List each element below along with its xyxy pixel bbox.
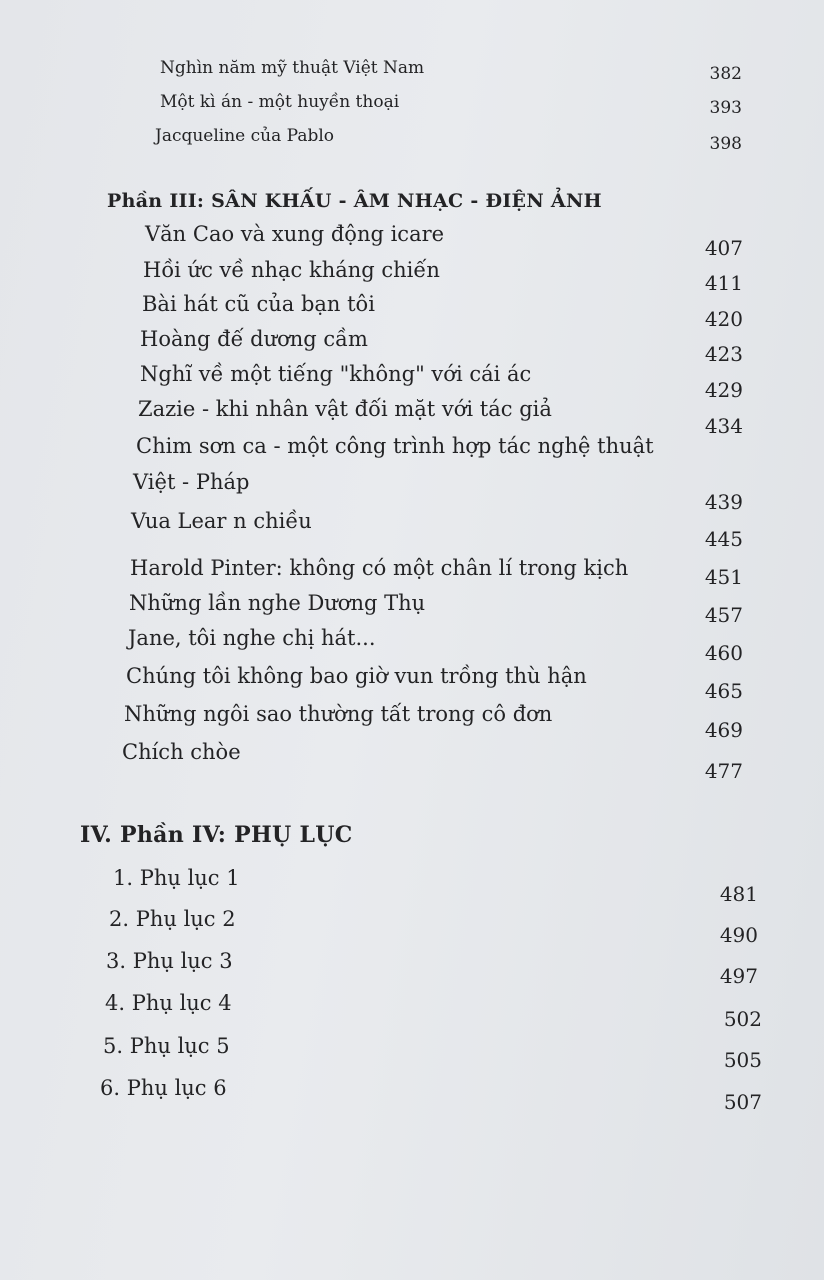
toc-entry-title: Chim sơn ca - một công trình hợp tác nghệ thuật bbox=[136, 434, 654, 458]
toc-entry-page: 497 bbox=[719, 964, 758, 988]
toc-entry-page: 429 bbox=[704, 378, 743, 402]
toc-entry-page: 423 bbox=[704, 342, 743, 366]
toc-entry-title: Nghĩ về một tiếng "không" với cái ác bbox=[140, 362, 532, 386]
toc-entry-title: Harold Pinter: không có một chân lí trong kịch bbox=[130, 556, 629, 580]
toc-entry-title: Văn Cao và xung động icare bbox=[145, 222, 445, 246]
toc-entry-page: 420 bbox=[704, 307, 743, 331]
toc-entry-title: 5. Phụ lục 5 bbox=[103, 1034, 230, 1058]
toc-entry-title: 1. Phụ lục 1 bbox=[113, 866, 240, 890]
toc-entry-page: 393 bbox=[709, 98, 742, 118]
toc-entry-title: Vua Lear n chiều bbox=[131, 509, 312, 533]
toc-entry-title: 2. Phụ lục 2 bbox=[109, 907, 236, 931]
toc-entry-page: 460 bbox=[704, 641, 743, 665]
part-3-heading: Phần III: SÂN KHẤU - ÂM NHẠC - ĐIỆN ẢNH bbox=[107, 190, 602, 212]
toc-entry-title: Chích chòe bbox=[122, 740, 241, 764]
toc-entry-title: 6. Phụ lục 6 bbox=[100, 1076, 227, 1100]
toc-entry-page: 490 bbox=[719, 923, 758, 947]
toc-entry-title: Jane, tôi nghe chị hát... bbox=[128, 626, 376, 650]
toc-entry-title: 3. Phụ lục 3 bbox=[106, 949, 233, 973]
toc-entry-title-cont: Việt - Pháp bbox=[133, 470, 250, 494]
toc-entry-title: Chúng tôi không bao giờ vun trồng thù hận bbox=[126, 664, 587, 688]
toc-entry-page: 407 bbox=[704, 236, 743, 260]
toc-entry-page: 481 bbox=[719, 882, 758, 906]
toc-entry-page: 465 bbox=[704, 679, 743, 703]
toc-entry-page: 457 bbox=[704, 603, 743, 627]
toc-entry-title: Những ngôi sao thường tất trong cô đơn bbox=[124, 702, 553, 726]
toc-entry-title: Những lần nghe Dương Thụ bbox=[129, 591, 426, 615]
toc-entry-page: 411 bbox=[704, 271, 743, 295]
toc-entry-page: 477 bbox=[704, 759, 743, 783]
toc-entry-page: 434 bbox=[704, 414, 743, 438]
toc-entry-page: 507 bbox=[723, 1090, 762, 1114]
toc-entry-title: Hồi ức về nhạc kháng chiến bbox=[143, 258, 440, 282]
toc-entry-title: Jacqueline của Pablo bbox=[155, 126, 335, 146]
toc-entry-title: 4. Phụ lục 4 bbox=[105, 991, 232, 1015]
toc-entry-page: 445 bbox=[704, 527, 743, 551]
toc-entry-page: 505 bbox=[723, 1048, 762, 1072]
toc-entry-title: Hoàng đế dương cầm bbox=[140, 327, 368, 351]
toc-entry-page: 398 bbox=[709, 134, 742, 154]
toc-entry-page: 439 bbox=[704, 490, 743, 514]
toc-entry-page: 451 bbox=[704, 565, 743, 589]
toc-entry-page: 469 bbox=[704, 718, 743, 742]
part-4-heading: IV. Phần IV: PHỤ LỤC bbox=[80, 822, 353, 848]
toc-entry-page: 382 bbox=[709, 64, 742, 84]
toc-entry-title: Bài hát cũ của bạn tôi bbox=[142, 292, 375, 316]
toc-entry-title: Nghìn năm mỹ thuật Việt Nam bbox=[160, 58, 425, 78]
toc-entry-page: 502 bbox=[723, 1007, 762, 1031]
toc-entry-title: Zazie - khi nhân vật đối mặt với tác giả bbox=[138, 397, 552, 421]
toc-entry-title: Một kì án - một huyền thoại bbox=[160, 92, 400, 112]
